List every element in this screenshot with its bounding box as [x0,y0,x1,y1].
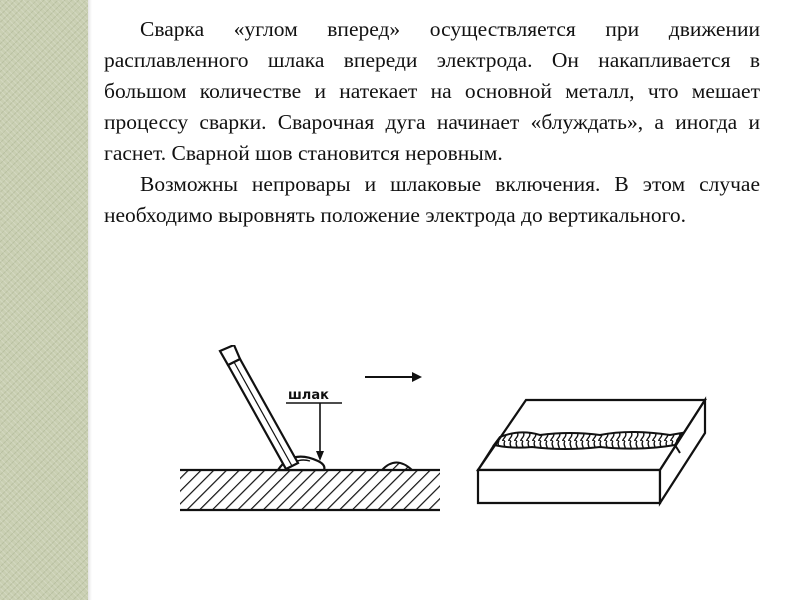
weld-seam [494,432,682,449]
welding-diagram [160,345,720,535]
slide-text [104,14,760,231]
decorative-side-band [0,0,88,600]
welding-illustration [160,345,720,535]
electrode [220,345,298,469]
base-metal-section [180,470,440,510]
welded-plate-3d [478,400,705,503]
direction-arrow [365,372,422,382]
slag-label: шлак [288,388,329,403]
paragraph-2: Возможны непровары и шлаковые включения. В этом случае необходимо выровнять положение электрода до вертикального. [104,172,760,227]
paragraph-1: Сварка «углом вперед» осуществляется при движении расплавленного шлака впереди электрода. Он накапливается в большом количестве и натекает на основной металл, что мешает процессу сварки. Сварочная дуга начинает «блуждать», а иногда и гаснет. Сварной шов становится неровным. [104,17,760,165]
side-band-shadow [88,0,92,600]
weld-bead [382,463,412,471]
